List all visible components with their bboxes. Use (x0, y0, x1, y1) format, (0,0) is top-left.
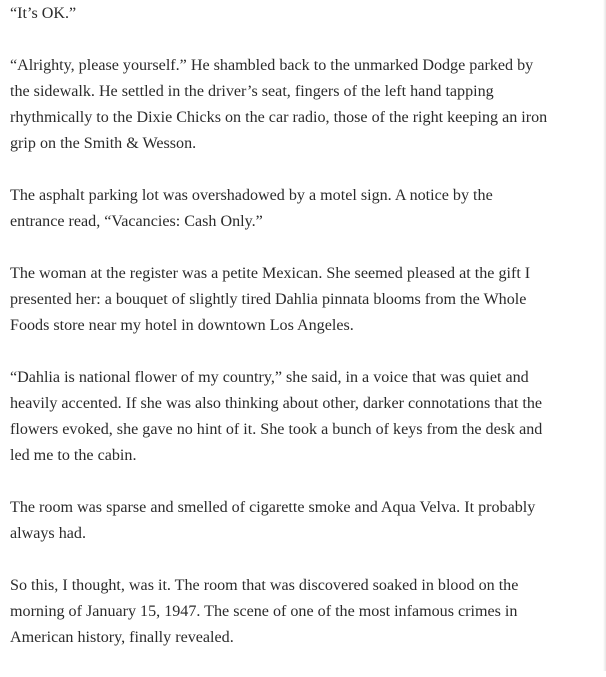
paragraph-2: “Alrighty, please yourself.” He shambled back to the unmarked Dodge parked by the sidewalk. He settled in the driver’s seat, fingers of the left hand tapping rhythmically to the Dixie Chicks on the car radio, those of the right keeping an iron grip on the Smith & Wesson. (10, 57, 548, 152)
paragraph-6: The room was sparse and smelled of cigarette smoke and Aqua Velva. It probably always had. (10, 499, 536, 542)
paragraph-3: The asphalt parking lot was overshadowed by a motel sign. A notice by the entrance read, “Vacancies: Cash Only.” (10, 187, 493, 230)
paragraph-4: The woman at the register was a petite Mexican. She seemed pleased at the gift I presented her: a bouquet of slightly tired Dahlia pinnata blooms from the Whole Foods store near my hotel in downtown Los Angeles. (10, 265, 531, 334)
paragraph-7: So this, I thought, was it. The room that was discovered soaked in blood on the morning of January 15, 1947. The scene of one of the most infamous crimes in American history, finally revealed. (10, 577, 519, 646)
article-body (10, 0, 600, 677)
paragraph-1: “It’s OK.” (10, 5, 77, 22)
paragraph-5: “Dahlia is national flower of my country,” she said, in a voice that was quiet and heavily accented. If she was also thinking about other, darker connotations that the flowers evoked, she gave no hint of it. She took a bunch of keys from the desk and led me to the cabin. (10, 369, 543, 464)
